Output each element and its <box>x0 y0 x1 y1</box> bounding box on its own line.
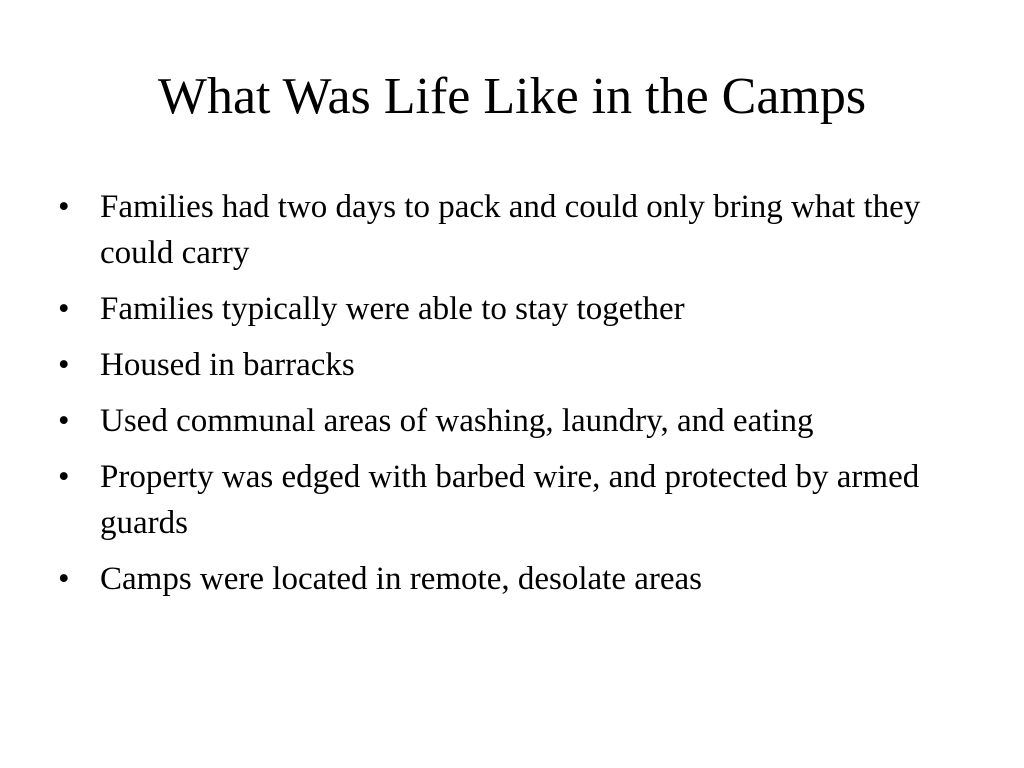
bullet-list <box>58 184 978 612</box>
bullet-icon: • <box>58 291 70 327</box>
bullet-text: Families typically were able to stay together <box>100 291 685 327</box>
bullet-text: Property was edged with barbed wire, and protected by armed guards <box>100 459 920 541</box>
bullet-item <box>58 454 978 546</box>
bullet-icon: • <box>58 403 70 439</box>
bullet-item <box>58 398 978 444</box>
bullet-icon: • <box>58 561 70 597</box>
bullet-item <box>58 342 978 388</box>
bullet-item <box>58 184 978 276</box>
bullet-icon: • <box>58 459 70 495</box>
bullet-text: Used communal areas of washing, laundry, and eating <box>100 403 814 439</box>
bullet-icon: • <box>58 347 70 383</box>
bullet-text: Housed in barracks <box>100 347 355 383</box>
bullet-item <box>58 286 978 332</box>
slide-title: What Was Life Like in the Camps <box>157 68 867 125</box>
bullet-item <box>58 556 978 602</box>
bullet-icon: • <box>58 189 70 225</box>
bullet-text: Families had two days to pack and could only bring what they could carry <box>100 189 921 271</box>
bullet-text: Camps were located in remote, desolate areas <box>100 561 702 597</box>
